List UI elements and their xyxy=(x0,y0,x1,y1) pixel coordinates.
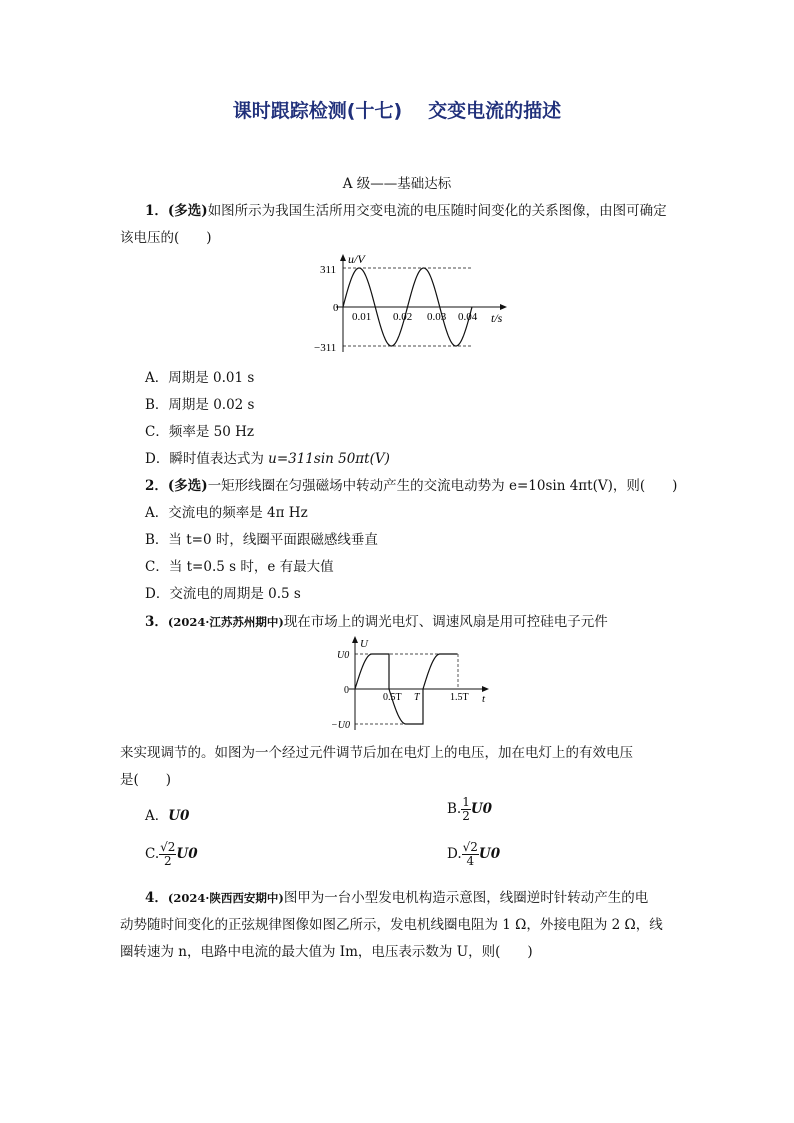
q3-option-b-num: 1 xyxy=(462,795,470,809)
q1-text-a: 如图所示为我国生活所用交变电流的电压随时间变化的关系图像，由图可确定 xyxy=(207,203,667,219)
q2-option-b: B．当 t=0 时，线圈平面跟磁感线垂直 xyxy=(145,532,378,548)
q3-x-tick-2: T xyxy=(414,692,420,703)
q4-line-2: 动势随时间变化的正弦规律图像如图乙所示，发电机线圈电阻为 1 Ω，外接电阻为 2 Ω，线 xyxy=(120,917,663,933)
q3-x-tick-3: 1.5T xyxy=(450,692,469,703)
q1-line-1 xyxy=(145,199,667,219)
q3-option-c-value: U0 xyxy=(176,846,198,862)
q3-y-tick-zero: 0 xyxy=(344,685,349,696)
q1-sine-chart xyxy=(310,252,515,357)
section-label: A 级——基础达标 xyxy=(342,176,452,192)
page-title xyxy=(0,96,794,123)
q3-option-d-prefix: D. xyxy=(447,846,462,862)
q1-option-d-formula: u=311sin 50πt(V) xyxy=(268,451,390,467)
q3-x-tick-1: 0.5T xyxy=(383,692,402,703)
q3-option-c-fraction xyxy=(159,841,176,868)
q3-source: (2024·江苏苏州期中) xyxy=(167,615,284,629)
q3-option-a xyxy=(145,804,189,824)
q3-pulse-chart xyxy=(325,634,495,732)
q1-y-tick-top: 311 xyxy=(320,264,337,276)
q2-number: 2． xyxy=(145,478,168,494)
q4-line-1 xyxy=(145,886,648,906)
q3-option-b-den: 2 xyxy=(462,809,470,823)
q1-x-tick-1: 0.01 xyxy=(352,311,372,323)
q1-option-b: B．周期是 0.02 s xyxy=(145,397,255,413)
q3-option-c xyxy=(145,841,198,868)
q1-y-tick-zero: 0 xyxy=(333,302,339,314)
q2-option-a: A．交流电的频率是 4π Hz xyxy=(145,505,308,521)
q2-tag: (多选) xyxy=(167,478,208,494)
q3-text-a: 现在市场上的调光电灯、调速风扇是用可控硅电子元件 xyxy=(283,614,608,630)
q2-line-1 xyxy=(145,474,677,494)
q4-source: (2024·陕西西安期中) xyxy=(167,891,284,905)
q3-option-c-num: √2 xyxy=(160,840,176,854)
title-subtitle: 交变电流的描述 xyxy=(428,100,562,122)
q3-option-c-den: 2 xyxy=(163,854,172,868)
q3-line-1 xyxy=(145,610,608,630)
q1-number: 1． xyxy=(145,203,168,219)
q1-tag: (多选) xyxy=(167,203,208,219)
q1-option-d xyxy=(145,447,390,467)
q3-y-tick-bottom: −U0 xyxy=(331,720,350,731)
q1-y-tick-bottom: −311 xyxy=(314,342,337,354)
q3-option-d xyxy=(447,841,500,868)
q3-y-axis-label: U xyxy=(360,638,368,650)
q3-x-axis-label: t xyxy=(482,693,486,705)
q2-text: 一矩形线圈在匀强磁场中转动产生的交流电动势为 e=10sin 4πt(V)，则( ) xyxy=(207,478,678,494)
q1-x-tick-4: 0.04 xyxy=(458,311,478,323)
q3-option-a-value: U0 xyxy=(168,808,190,824)
q3-option-b-fraction xyxy=(461,796,471,823)
q1-x-tick-3: 0.03 xyxy=(427,311,447,323)
q1-option-c: C．频率是 50 Hz xyxy=(145,424,254,440)
q3-option-c-prefix: C. xyxy=(145,846,160,862)
q1-x-tick-2: 0.02 xyxy=(393,311,413,323)
q3-option-b-value: U0 xyxy=(470,801,493,817)
q3-option-d-value: U0 xyxy=(478,846,501,862)
q4-text-a: 图甲为一台小型发电机构造示意图，线圈逆时针转动产生的电 xyxy=(283,890,649,906)
q3-option-b xyxy=(447,796,492,823)
q1-option-a: A．周期是 0.01 s xyxy=(145,370,255,386)
q3-line-3: 是( ) xyxy=(120,772,172,788)
q2-option-d: D．交流电的周期是 0.5 s xyxy=(145,586,301,602)
q1-x-axis-label: t/s xyxy=(491,311,503,325)
q3-line-2: 来实现调节的。如图为一个经过元件调节后加在电灯上的电压，加在电灯上的有效电压 xyxy=(120,745,633,761)
q3-option-d-fraction xyxy=(462,841,479,868)
q2-option-c: C．当 t=0.5 s 时，e 有最大值 xyxy=(145,559,334,575)
q3-y-tick-top: U0 xyxy=(337,650,350,661)
q3-number: 3． xyxy=(145,614,168,630)
q4-number: 4． xyxy=(145,890,168,906)
q1-option-d-prefix: D．瞬时值表达式为 xyxy=(145,451,269,467)
q3-option-d-num: √2 xyxy=(462,840,478,854)
q3-option-a-prefix: A． xyxy=(145,808,169,824)
title-main: 课时跟踪检测(十七) xyxy=(232,100,403,122)
q4-line-3: 圈转速为 n，电路中电流的最大值为 Im，电压表示数为 U，则( ) xyxy=(120,944,533,960)
q3-option-d-den: 4 xyxy=(466,854,475,868)
q1-y-axis-label: u/V xyxy=(348,252,365,266)
q3-option-b-prefix: B. xyxy=(447,801,462,817)
q1-line-2: 该电压的( ) xyxy=(120,230,212,246)
